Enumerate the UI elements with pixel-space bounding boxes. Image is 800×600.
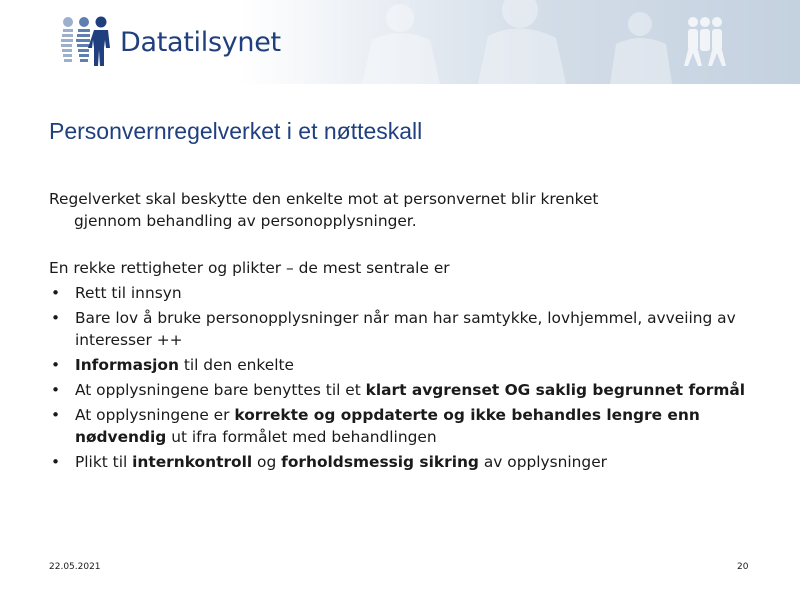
list-item	[49, 308, 769, 351]
bullet-dot: •	[51, 380, 61, 399]
intro-line-2: gjennom behandling av personopplysninger.	[74, 212, 417, 230]
page-number: 20	[737, 562, 749, 572]
bullet-emphasis: korrekte og oppdaterte og ikke behandles lengre enn nødvendig	[75, 405, 700, 446]
datatilsynet-logo	[58, 14, 281, 70]
bullet-dot: •	[51, 284, 61, 302]
bullet-emphasis: Informasjon	[75, 355, 179, 374]
bullet-text: Bare lov å bruke personopplysninger når man har samtykke, lovhjemmel, avveiing av interesser ++	[75, 309, 736, 349]
bullet-text: til den enkelte	[178, 355, 295, 374]
bullet-text: ut ifra formålet med behandlingen	[166, 427, 437, 446]
list-item	[49, 283, 769, 305]
bullet-text: Rett til innsyn	[75, 284, 182, 302]
page-title: Personvernregelverket i et nøtteskall	[49, 118, 423, 144]
bullet-emphasis: forholdsmessig sikring	[281, 452, 479, 471]
bullet-emphasis: internkontroll	[132, 452, 253, 471]
list-intro: En rekke rettigheter og plikter – de mest sentrale er	[49, 259, 450, 277]
bullet-text: At opplysningene bare benyttes til et	[75, 380, 366, 399]
bullet-emphasis: klart avgrenset OG saklig begrunnet formål	[365, 380, 746, 399]
header-banner	[0, 0, 800, 84]
footer-date: 22.05.2021	[49, 562, 101, 572]
bullet-text: og	[252, 452, 282, 471]
bullet-dot: •	[51, 355, 61, 374]
bullet-dot: •	[51, 309, 61, 328]
list-item	[49, 355, 769, 377]
walking-people-icon	[684, 17, 726, 66]
bullet-dot: •	[51, 452, 61, 471]
bullet-text: At opplysningene er	[75, 405, 235, 424]
logo-text: Datatilsynet	[120, 26, 281, 58]
list-item	[49, 452, 769, 474]
logo-people-icon	[58, 14, 118, 70]
list-item	[49, 380, 769, 402]
intro-line-1: Regelverket skal beskytte den enkelte mot at personvernet blir krenket	[49, 190, 599, 208]
intro-paragraph	[49, 188, 769, 232]
bullet-text: av opplysninger	[478, 452, 607, 471]
rights-list	[49, 283, 769, 477]
list-item	[49, 405, 769, 448]
bullet-text: Plikt til	[75, 452, 133, 471]
bullet-dot: •	[51, 405, 61, 424]
